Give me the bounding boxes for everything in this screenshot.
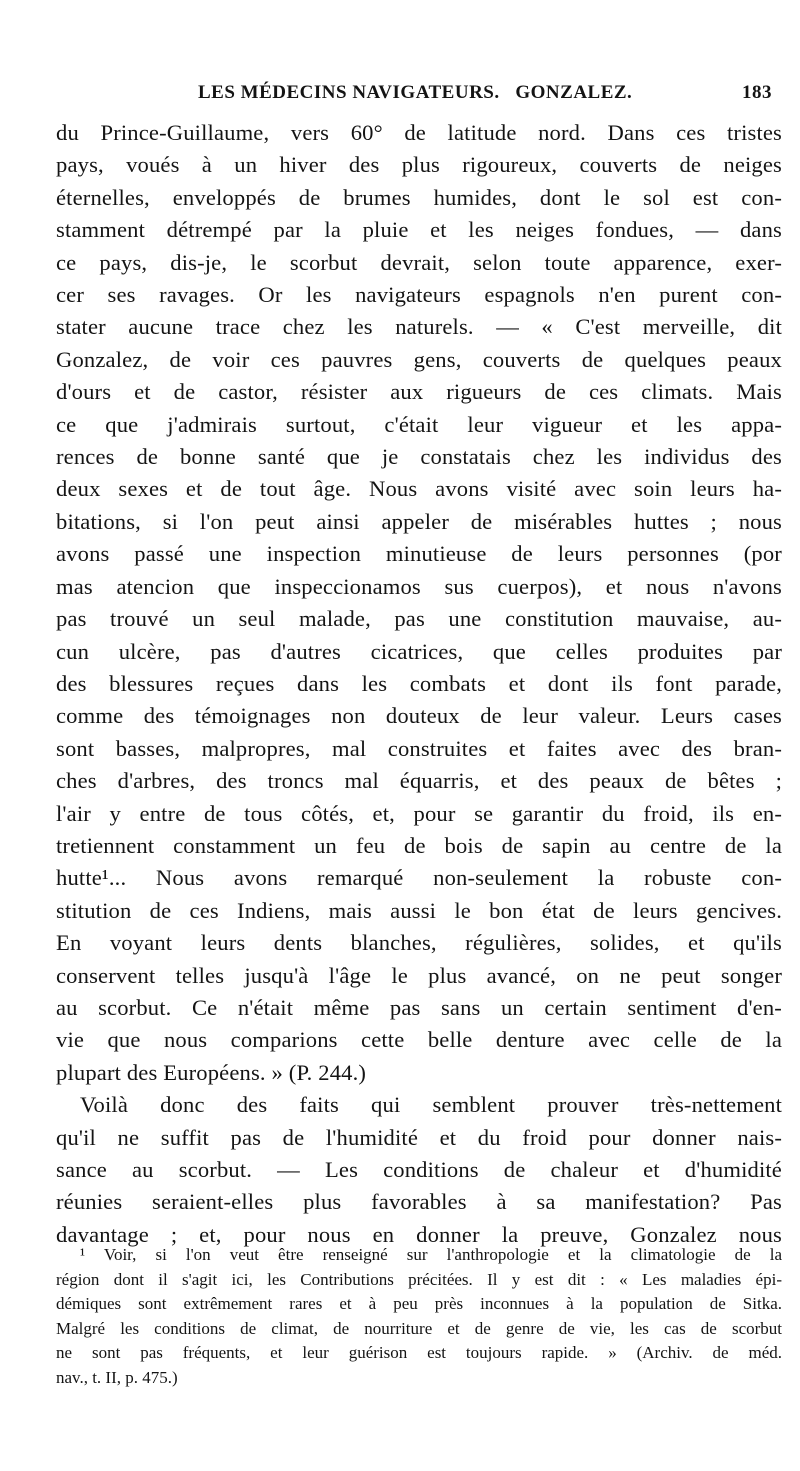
footnote-line: ¹ Voir, si l'on veut être renseigné sur l'anthropologie et la climatologie de la [80, 1245, 782, 1264]
footnote-line: région dont il s'agit ici, les Contributions précitées. Il y est dit : « Les maladies épi- [56, 1269, 782, 1289]
text-line: réunies seraient-elles plus favorables à sa manifestation? Pas [56, 1189, 782, 1215]
text-line: avons passé une inspection minutieuse de leurs personnes (por [56, 541, 782, 567]
text-line: ce pays, dis-je, le scorbut devrait, selon toute apparence, exer- [56, 249, 782, 275]
text-line: davantage ; et, pour nous en donner la preuve, Gonzalez nous [56, 1221, 782, 1247]
text-line: ce que j'admirais surtout, c'était leur vigueur et les appa- [56, 411, 782, 437]
text-line: l'air y entre de tous côtés, et, pour se garantir du froid, ils en- [56, 800, 782, 826]
text-line: Gonzalez, de voir ces pauvres gens, couverts de quelques peaux [56, 346, 782, 372]
text-line: bitations, si l'on peut ainsi appeler de misérables huttes ; nous [56, 508, 782, 534]
running-title: LES MÉDECINS NAVIGATEURS. GONZALEZ. [198, 82, 633, 103]
text-line: rences de bonne santé que je constatais chez les individus des [56, 444, 782, 470]
text-line: deux sexes et de tout âge. Nous avons visité avec soin leurs ha- [56, 476, 782, 502]
text-line: comme des témoignages non douteux de leur valeur. Leurs cases [56, 703, 782, 729]
footnote-line: Malgré les conditions de climat, de nourriture et de genre de vie, les cas de scorbut [56, 1318, 782, 1338]
text-line: ches d'arbres, des troncs mal équarris, et des peaux de bêtes ; [56, 768, 782, 794]
text-line: cun ulcère, pas d'autres cicatrices, que celles produites par [56, 638, 782, 664]
text-line: au scorbut. Ce n'était même pas sans un certain sentiment d'en- [56, 994, 782, 1020]
text-line: conservent telles jusqu'à l'âge le plus avancé, on ne peut songer [56, 962, 782, 988]
text-line: En voyant leurs dents blanches, régulières, solides, et qu'ils [56, 930, 782, 956]
text-line: stater aucune trace chez les naturels. — « C'est merveille, dit [56, 314, 782, 340]
text-line: sance au scorbut. — Les conditions de chaleur et d'humidité [56, 1157, 782, 1182]
text-line: d'ours et de castor, résister aux rigueurs de ces climats. Mais [56, 379, 782, 405]
text-line: pas trouvé un seul malade, pas une constitution mauvaise, au- [56, 606, 782, 632]
text-line: des blessures reçues dans les combats et dont ils font parade, [56, 670, 782, 696]
text-line: pays, voués à un hiver des plus rigoureux, couverts de neiges [56, 152, 782, 178]
footnote-line: démiques sont extrêmement rares et à peu près inconnues à la population de Sitka. [56, 1294, 782, 1314]
text-line: qu'il ne suffit pas de l'humidité et du froid pour donner nais- [56, 1124, 782, 1150]
footnote-line: nav., t. II, p. 475.) [56, 1367, 178, 1387]
text-line: tretiennent constamment un feu de bois de sapin au centre de la [56, 832, 782, 858]
footnote [56, 1243, 782, 1391]
main-text [56, 117, 782, 1251]
text-line: plupart des Européens. » (P. 244.) [56, 1059, 367, 1085]
text-line: Voilà donc des faits qui semblent prouver très-nettement [80, 1092, 782, 1118]
text-line: éternelles, enveloppés de brumes humides, dont le sol est con- [56, 184, 782, 210]
text-line: mas atencion que inspeccionamos sus cuerpos), et nous n'avons [56, 573, 782, 599]
text-line: sont basses, malpropres, mal construites et faites avec des bran- [56, 735, 782, 761]
text-line: cer ses ravages. Or les navigateurs espagnols n'en purent con- [56, 282, 782, 308]
text-line: du Prince-Guillaume, vers 60° de latitude nord. Dans ces tristes [56, 120, 782, 145]
text-line: stitution de ces Indiens, mais aussi le bon état de leurs gencives. [56, 897, 782, 923]
text-line: stamment détrempé par la pluie et les neiges fondues, — dans [56, 217, 782, 243]
running-header [56, 82, 772, 110]
footnote-line: ne sont pas fréquents, et leur guérison est toujours rapide. » (Archiv. de méd. [56, 1343, 782, 1363]
page-number: 183 [742, 82, 772, 103]
text-line: vie que nous comparions cette belle denture avec celle de la [56, 1027, 782, 1053]
text-line: hutte¹... Nous avons remarqué non-seulement la robuste con- [56, 865, 782, 891]
